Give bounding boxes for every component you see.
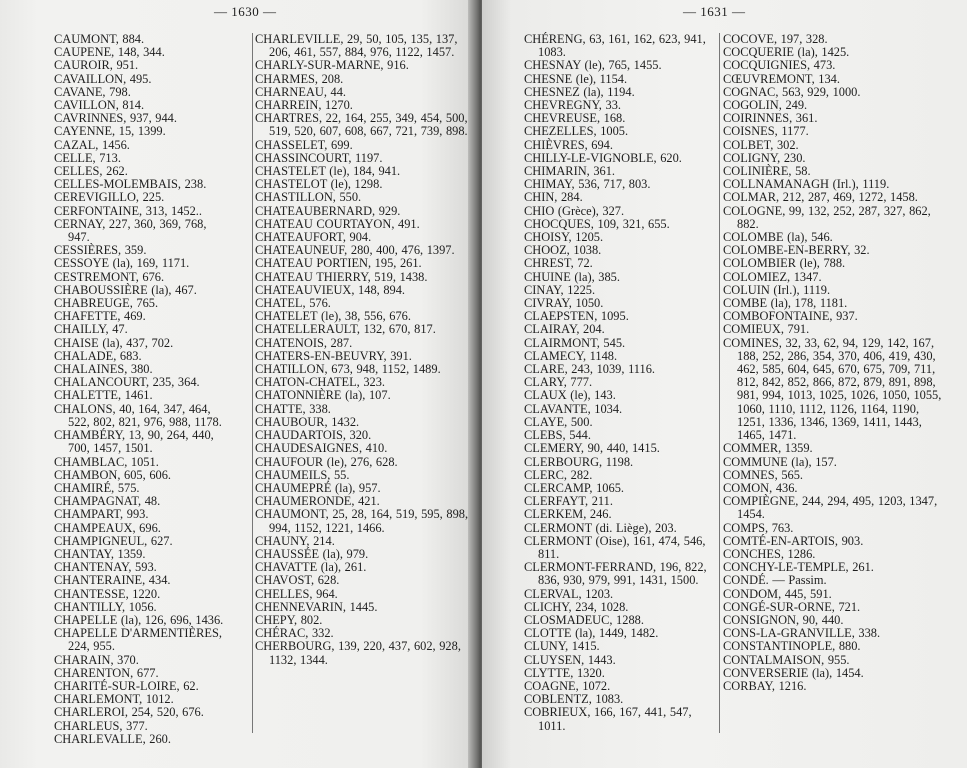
- index-entry: CESSOYE (la), 169, 1171.: [54, 256, 190, 271]
- index-entry: CLERFAYT, 211.: [524, 494, 613, 509]
- index-entry: CERNAY, 227, 360, 369, 768, 947.: [54, 216, 207, 245]
- index-entry: CAVANE, 798.: [54, 84, 131, 99]
- index-entry: COMMER, 1359.: [723, 441, 813, 456]
- index-entry: CHATEAUVIEUX, 148, 894.: [255, 282, 406, 297]
- index-entry: CLAIRMONT, 545.: [524, 335, 626, 350]
- index-entry: CHAUMONT, 25, 28, 164, 519, 595, 898, 994, 1152, 1221, 1466.: [255, 507, 469, 535]
- index-entry: CLERMONT (di. Liège), 203.: [524, 520, 677, 535]
- index-entry: CAVRINNES, 937, 944.: [54, 111, 177, 126]
- index-entry: CHIMAY, 536, 717, 803.: [524, 177, 651, 192]
- index-entry: CHATEAUNEUF, 280, 400, 476, 1397.: [255, 243, 455, 258]
- index-entry: CHEPY, 802.: [255, 612, 323, 627]
- index-entry: CHALANCOURT, 235, 364.: [54, 375, 200, 390]
- index-entry: CHIMARIN, 361.: [524, 164, 616, 179]
- index-entry: CESTREMONT, 676.: [54, 269, 165, 284]
- page-number-left: — 1630 —: [214, 4, 277, 19]
- index-entry: COMMUNE (la), 157.: [723, 454, 837, 469]
- index-entry: CLEBS, 544.: [524, 428, 591, 443]
- index-entry: CHESNAY (le), 765, 1455.: [524, 58, 662, 73]
- index-entry: COIRINNES, 361.: [723, 111, 818, 126]
- index-entry: CHANTILLY, 1056.: [54, 599, 157, 614]
- index-entry: CELLE, 713.: [54, 150, 121, 165]
- index-entry: CHARLEVILLE, 29, 50, 105, 135, 137, 206, 461, 557, 884, 976, 1122, 1457.: [255, 32, 458, 60]
- index-entry: CHOOZ, 1038.: [524, 243, 602, 258]
- index-entry: CHAMPART, 993.: [54, 507, 149, 522]
- index-entry: COMINES, 32, 33, 62, 94, 129, 142, 167, 188, 252, 286, 354, 370, 406, 419, 430, 462, 585, 604, 645, 670, 675, 709, 711, 812, 842, 852, 866, 872, 879, 891, 898, 981, 994, 1013, 1025, 1026, 1050, 1055, 1060, 1110, 1112, 1126, 1164, 1190, 1251, 1336, 1346, 1369, 1411, 1443, 1465, 1471.: [723, 335, 942, 443]
- index-entry: CHAUMERONDE, 421.: [255, 494, 380, 509]
- index-entry: CONTALMAISON, 955.: [723, 652, 850, 667]
- index-column-right-1: [524, 33, 714, 733]
- index-entry: CHATEAU COURTAYON, 491.: [255, 216, 420, 231]
- index-entry: CHOCQUES, 109, 321, 655.: [524, 216, 670, 231]
- index-entry: CHAISE (la), 437, 702.: [54, 335, 174, 350]
- index-entry: CLERCAMP, 1065.: [524, 480, 624, 495]
- index-entry: CHATONNIÈRE (la), 107.: [255, 388, 391, 403]
- index-entry: CHAUFOUR (le), 276, 628.: [255, 454, 398, 469]
- index-entry: CLYTTE, 1320.: [524, 665, 605, 680]
- index-entry: COMON, 436.: [723, 480, 798, 495]
- index-entry: CHASTELOT (le), 1298.: [255, 177, 383, 192]
- index-entry: CHABOUSSIÈRE (la), 467.: [54, 282, 197, 297]
- index-entry: CLAUX (le), 143.: [524, 388, 616, 403]
- index-entry: CHAUMEILS, 55.: [255, 467, 350, 482]
- index-entry: CHAUDESAIGNES, 410.: [255, 441, 388, 456]
- index-entry: COGOLIN, 249.: [723, 98, 808, 113]
- index-entry: CAVAILLON, 495.: [54, 71, 152, 86]
- index-entry: COGNAC, 563, 929, 1000.: [723, 84, 861, 99]
- index-entry: CIVRAY, 1050.: [524, 296, 604, 311]
- index-entry: CHATILLON, 673, 948, 1152, 1489.: [255, 362, 441, 377]
- index-entry: CHAUNY, 214.: [255, 533, 335, 548]
- index-entry: CINAY, 1225.: [524, 282, 596, 297]
- index-entry: COLOGNE, 99, 132, 252, 287, 327, 862, 882.: [723, 203, 931, 231]
- index-entry: CELLES, 262.: [54, 164, 128, 179]
- index-entry: CLAEPSTEN, 1095.: [524, 309, 629, 324]
- index-entry: CLERVAL, 1203.: [524, 586, 614, 601]
- index-entry: CHESNEZ (la), 1194.: [524, 84, 635, 99]
- index-entry: CLERMONT-FERRAND, 196, 822, 836, 930, 979, 991, 1431, 1500.: [524, 560, 707, 588]
- index-entry: CERFONTAINE, 313, 1452..: [54, 203, 203, 218]
- index-entry: CLERC, 282.: [524, 467, 593, 482]
- index-entry: CLEMERY, 90, 440, 1415.: [524, 441, 660, 456]
- index-entry: CHAFETTE, 469.: [54, 309, 146, 324]
- index-entry: CHANTESSE, 1220.: [54, 586, 161, 601]
- index-entry: CLAYE, 500.: [524, 414, 593, 429]
- index-entry: CONCHES, 1286.: [723, 546, 816, 561]
- index-entry: COLIGNY, 230.: [723, 150, 806, 165]
- index-entry: CLUNY, 1415.: [524, 639, 600, 654]
- index-entry: CONSIGNON, 90, 440.: [723, 612, 844, 627]
- index-entry: CHARLEUS, 377.: [54, 718, 148, 733]
- index-entry: COLOMIEZ, 1347.: [723, 269, 822, 284]
- index-entry: CHARITÉ-SUR-LOIRE, 62.: [54, 678, 199, 693]
- index-entry: COMBOFONTAINE, 937.: [723, 309, 858, 324]
- index-entry: CLOTTE (la), 1449, 1482.: [524, 626, 659, 641]
- index-entry: CLERBOURG, 1198.: [524, 454, 634, 469]
- index-entry: CHATON-CHATEL, 323.: [255, 375, 386, 390]
- index-entry: COMBE (la), 178, 1181.: [723, 296, 848, 311]
- index-entry: CLICHY, 234, 1028.: [524, 599, 629, 614]
- index-entry: CHAMBLAC, 1051.: [54, 454, 159, 469]
- index-entry: CHAPELLE D'ARMENTIÈRES, 224, 955.: [54, 626, 222, 654]
- left-page: [0, 0, 478, 768]
- index-entry: CHAMPIGNEUL, 627.: [54, 533, 173, 548]
- index-entry: COMPS, 763.: [723, 520, 794, 535]
- index-entry: CHAUSSÉE (la), 979.: [255, 546, 369, 561]
- index-entry: COLOMBIER (le), 788.: [723, 256, 846, 271]
- index-entry: COBLENTZ, 1083.: [524, 692, 624, 707]
- index-entry: CLERKEM, 246.: [524, 507, 612, 522]
- index-entry: CLUYSEN, 1443.: [524, 652, 616, 667]
- index-entry: CHABREUGE, 765.: [54, 296, 159, 311]
- index-entry: CHAMPEAUX, 696.: [54, 520, 161, 535]
- index-entry: CHATEL, 576.: [255, 296, 331, 311]
- index-entry: COCQUERIE (la), 1425.: [723, 45, 850, 60]
- index-entry: CHILLY-LE-VIGNOBLE, 620.: [524, 150, 682, 165]
- index-entry: CHANTAY, 1359.: [54, 546, 146, 561]
- index-entry: CHREST, 72.: [524, 256, 593, 271]
- index-entry: CHIN, 284.: [524, 190, 583, 205]
- index-entry: COMIEUX, 791.: [723, 322, 810, 337]
- index-entry: CHARLEROI, 254, 520, 676.: [54, 705, 204, 720]
- index-entry: CHAVATTE (la), 261.: [255, 560, 367, 575]
- index-entry: CAUPENE, 148, 344.: [54, 45, 165, 60]
- index-entry: CESSIÈRES, 359.: [54, 243, 147, 258]
- index-entry: CHAMPAGNAT, 48.: [54, 494, 161, 509]
- index-entry: CHOISY, 1205.: [524, 230, 604, 245]
- index-entry: CHATEAUFORT, 904.: [255, 230, 372, 245]
- index-entry: CHATENOIS, 287.: [255, 335, 353, 350]
- index-entry: CHEVREUSE, 168.: [524, 111, 626, 126]
- index-entry: CHATELLERAULT, 132, 670, 817.: [255, 322, 436, 337]
- index-entry: CHARLEVALLE, 260.: [54, 731, 171, 746]
- index-entry: CHARLEMONT, 1012.: [54, 692, 174, 707]
- index-entry: CHAUDARTOIS, 320.: [255, 428, 372, 443]
- index-entry: CHALETTE, 1461.: [54, 388, 153, 403]
- index-entry: CHANTERAINE, 434.: [54, 573, 171, 588]
- index-entry: CHAUBOUR, 1432.: [255, 414, 360, 429]
- index-entry: COLOMBE (la), 546.: [723, 230, 833, 245]
- right-page: [482, 0, 967, 768]
- index-entry: CAZAL, 1456.: [54, 137, 130, 152]
- index-entry: CONDÉ. — Passim.: [723, 573, 827, 588]
- index-entry: CHASTELET (le), 184, 941.: [255, 164, 401, 179]
- index-entry: CONCHY-LE-TEMPLE, 261.: [723, 560, 874, 575]
- index-entry: CHENNEVARIN, 1445.: [255, 599, 378, 614]
- index-entry: CONVERSERIE (la), 1454.: [723, 665, 864, 680]
- index-entry: COLLNAMANAGH (Irl.), 1119.: [723, 177, 890, 192]
- index-entry: COCQUIGNIES, 473.: [723, 58, 836, 73]
- index-entry: CLAIRAY, 204.: [524, 322, 605, 337]
- index-entry: CAVILLON, 814.: [54, 98, 145, 113]
- index-entry: CHARENTON, 677.: [54, 665, 159, 680]
- index-entry: CHELLES, 964.: [255, 586, 338, 601]
- index-entry: CHÉRENG, 63, 161, 162, 623, 941, 1083.: [524, 32, 706, 60]
- index-entry: CHARLY-SUR-MARNE, 916.: [255, 58, 409, 73]
- index-entry: CLARY, 777.: [524, 375, 593, 390]
- index-entry: CHERBOURG, 139, 220, 437, 602, 928, 1132, 1344.: [255, 639, 461, 667]
- index-entry: COLUIN (Irl.), 1119.: [723, 282, 831, 297]
- index-entry: CHATTE, 338.: [255, 401, 331, 416]
- index-entry: CONGÉ-SUR-ORNE, 721.: [723, 599, 861, 614]
- index-entry: CONS-LA-GRANVILLE, 338.: [723, 626, 881, 641]
- index-entry: COLINIÈRE, 58.: [723, 164, 811, 179]
- index-entry: CEREVIGILLO, 225.: [54, 190, 165, 205]
- index-entry: CHANTENAY, 593.: [54, 560, 157, 575]
- index-entry: COAGNE, 1072.: [524, 678, 611, 693]
- index-entry: CHARAIN, 370.: [54, 652, 139, 667]
- index-entry: COLOMBE-EN-BERRY, 32.: [723, 243, 870, 258]
- index-entry: CHAMBON, 605, 606.: [54, 467, 171, 482]
- index-entry: CLOSMADEUC, 1288.: [524, 612, 644, 627]
- index-entry: CLAMECY, 1148.: [524, 348, 618, 363]
- index-entry: CHAMIRÉ, 575.: [54, 480, 140, 495]
- index-entry: CŒUVREMONT, 134.: [723, 71, 840, 86]
- index-entry: CONSTANTINOPLE, 880.: [723, 639, 861, 654]
- index-entry: CHASSINCOURT, 1197.: [255, 150, 383, 165]
- index-entry: CHEVREGNY, 33.: [524, 98, 621, 113]
- index-entry: CHASSELET, 699.: [255, 137, 353, 152]
- index-entry: CHAUMEPRÉ (la), 957.: [255, 480, 381, 495]
- index-entry: COMTÉ-EN-ARTOIS, 903.: [723, 533, 864, 548]
- index-entry: CLERMONT (Oise), 161, 474, 546, 811.: [524, 533, 706, 561]
- index-entry: CHASTILLON, 550.: [255, 190, 362, 205]
- index-entry: CHIÈVRES, 694.: [524, 137, 613, 152]
- page-number-right: — 1631 —: [683, 4, 746, 19]
- index-entry: CHIO (Grèce), 327.: [524, 203, 625, 218]
- index-entry: CAUMONT, 884.: [54, 32, 145, 46]
- index-entry: CHARMES, 208.: [255, 71, 344, 86]
- index-entry: CHAPELLE (la), 126, 696, 1436.: [54, 612, 224, 627]
- index-entry: CONDOM, 445, 591.: [723, 586, 832, 601]
- index-entry: CELLES-MOLEMBAIS, 238.: [54, 177, 207, 192]
- index-entry: COLMAR, 212, 287, 469, 1272, 1458.: [723, 190, 918, 205]
- index-entry: CHEZELLES, 1005.: [524, 124, 629, 139]
- index-entry: CHUINE (la), 385.: [524, 269, 620, 284]
- index-entry: CHALONS, 40, 164, 347, 464, 522, 802, 821, 976, 988, 1178.: [54, 401, 222, 429]
- index-entry: COMNES, 565.: [723, 467, 804, 482]
- index-entry: CHESNE (le), 1154.: [524, 71, 628, 86]
- index-entry: CHATEAUBERNARD, 929.: [255, 203, 401, 218]
- index-entry: CHALADE, 683.: [54, 348, 142, 363]
- index-entry: CHÉRAC, 332.: [255, 626, 334, 641]
- index-entry: CHAILLY, 47.: [54, 322, 128, 337]
- index-entry: COMPIÈGNE, 244, 294, 495, 1203, 1347, 1454.: [723, 494, 938, 522]
- index-entry: COBRIEUX, 166, 167, 441, 547, 1011.: [524, 705, 692, 733]
- index-entry: CHAMBÉRY, 13, 90, 264, 440, 700, 1457, 1501.: [54, 428, 214, 456]
- index-entry: CHATELET (le), 38, 556, 676.: [255, 309, 411, 324]
- index-entry: CHATEAU PORTIEN, 195, 261.: [255, 256, 422, 271]
- index-entry: CHARNEAU, 44.: [255, 84, 347, 99]
- index-entry: CHARTRES, 22, 164, 255, 349, 454, 500, 519, 520, 607, 608, 667, 721, 739, 898.: [255, 111, 468, 139]
- index-entry: CHALAINES, 380.: [54, 362, 153, 377]
- index-entry: CHARREIN, 1270.: [255, 98, 353, 113]
- index-entry: CHAVOST, 628.: [255, 573, 340, 588]
- index-entry: COISNES, 1177.: [723, 124, 809, 139]
- index-column-left-1: [54, 33, 230, 746]
- index-column-left-2: [252, 33, 469, 733]
- index-column-right-2: [719, 33, 948, 733]
- index-entry: COLBET, 302.: [723, 137, 799, 152]
- index-entry: CHATEAU THIERRY, 519, 1438.: [255, 269, 428, 284]
- index-entry: CHATERS-EN-BEUVRY, 391.: [255, 348, 412, 363]
- index-entry: COCOVE, 197, 328.: [723, 32, 828, 46]
- index-entry: CAYENNE, 15, 1399.: [54, 124, 166, 139]
- index-entry: CORBAY, 1216.: [723, 678, 807, 693]
- index-entry: CAUROIR, 951.: [54, 58, 139, 73]
- index-entry: CLAVANTE, 1034.: [524, 401, 623, 416]
- index-entry: CLARE, 243, 1039, 1116.: [524, 362, 656, 377]
